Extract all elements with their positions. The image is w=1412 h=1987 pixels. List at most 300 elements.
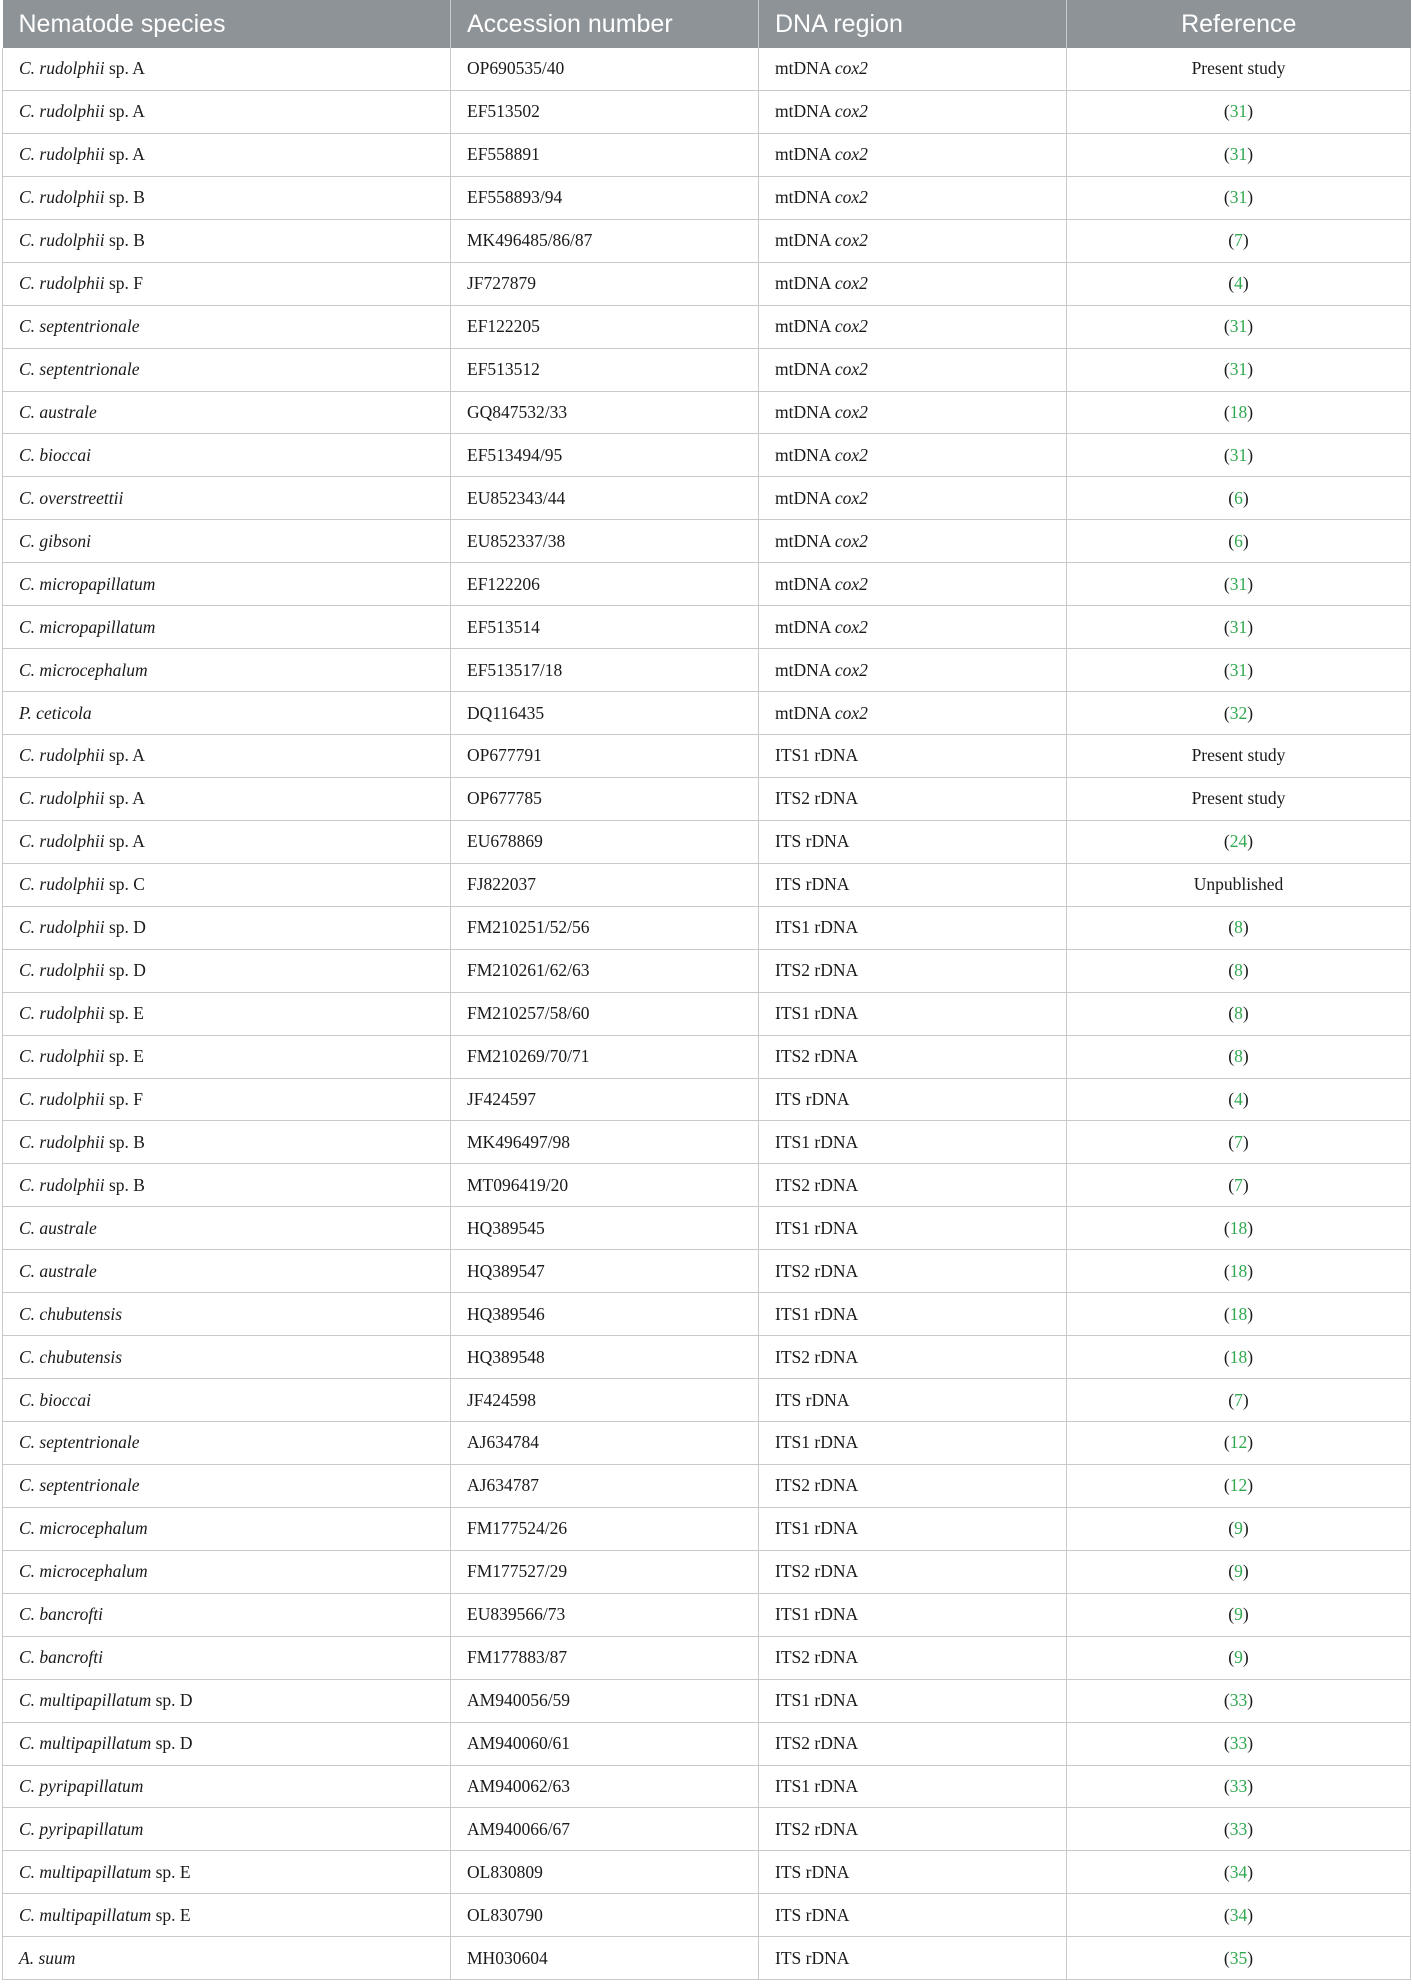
- table-row: [3, 1808, 1411, 1851]
- species-cell: [3, 1121, 451, 1164]
- dna-region-text: ITS1 rDNA: [775, 1131, 859, 1152]
- dna-region-text: ITS1 rDNA: [775, 917, 859, 938]
- accession-cell: MK496497/98: [451, 1121, 759, 1164]
- table-row: [3, 563, 1411, 606]
- reference-cell: (31): [1067, 563, 1411, 606]
- table-row: [3, 477, 1411, 520]
- reference-cell: (31): [1067, 176, 1411, 219]
- gene-name: cox2: [834, 573, 868, 594]
- accession-cell: FM177883/87: [451, 1636, 759, 1679]
- table-row: [3, 48, 1411, 90]
- dna-region-cell: [759, 863, 1067, 906]
- species-cell: [3, 1293, 451, 1336]
- dna-region-text: ITS2 rDNA: [775, 1647, 859, 1668]
- reference-link[interactable]: 18: [1229, 1346, 1248, 1367]
- dna-region-text: ITS1 rDNA: [775, 1604, 859, 1625]
- reference-link[interactable]: 6: [1234, 530, 1243, 551]
- species-name: C. pyripapillatum: [19, 1818, 144, 1839]
- dna-region-text: mtDNA: [775, 316, 831, 337]
- header-reference: Reference: [1067, 0, 1411, 48]
- species-name: C. septentrionale: [19, 359, 140, 380]
- reference-cell: (12): [1067, 1464, 1411, 1507]
- dna-region-text: mtDNA: [775, 616, 831, 637]
- reference-link[interactable]: 12: [1229, 1475, 1248, 1496]
- reference-cell: (4): [1067, 262, 1411, 305]
- accession-cell: EU852343/44: [451, 477, 759, 520]
- dna-region-cell: [759, 1336, 1067, 1379]
- reference-link[interactable]: 24: [1229, 831, 1248, 852]
- dna-region-cell: [759, 1636, 1067, 1679]
- dna-region-text: ITS1 rDNA: [775, 745, 859, 766]
- dna-region-text: ITS2 rDNA: [775, 1174, 859, 1195]
- reference-link[interactable]: 31: [1229, 187, 1248, 208]
- accession-cell: FJ822037: [451, 863, 759, 906]
- dna-region-cell: [759, 820, 1067, 863]
- dna-region-text: mtDNA: [775, 530, 831, 551]
- reference-link[interactable]: 34: [1229, 1861, 1248, 1882]
- dna-region-text: ITS1 rDNA: [775, 1432, 859, 1453]
- species-cell: [3, 1593, 451, 1636]
- table-row: [3, 305, 1411, 348]
- dna-region-cell: [759, 1422, 1067, 1465]
- reference-cell: (8): [1067, 949, 1411, 992]
- reference-link[interactable]: 31: [1229, 359, 1248, 380]
- species-variant: sp. D: [104, 960, 146, 981]
- dna-region-cell: [759, 563, 1067, 606]
- dna-region-cell: [759, 949, 1067, 992]
- species-cell: [3, 133, 451, 176]
- reference-link[interactable]: 31: [1229, 144, 1248, 165]
- species-name: C. septentrionale: [19, 1432, 140, 1453]
- gene-name: cox2: [834, 659, 868, 680]
- reference-link[interactable]: 8: [1234, 1003, 1243, 1024]
- reference-link[interactable]: 7: [1234, 230, 1243, 251]
- dna-region-cell: [759, 1765, 1067, 1808]
- dna-region-cell: [759, 1293, 1067, 1336]
- table-row: [3, 1636, 1411, 1679]
- reference-link[interactable]: 18: [1229, 401, 1248, 422]
- accession-cell: EU852337/38: [451, 520, 759, 563]
- accession-cell: MT096419/20: [451, 1164, 759, 1207]
- reference-cell: [1067, 863, 1411, 906]
- reference-link[interactable]: 7: [1234, 1131, 1243, 1152]
- reference-link[interactable]: 4: [1234, 1088, 1243, 1109]
- reference-cell: (31): [1067, 434, 1411, 477]
- table-row: [3, 1035, 1411, 1078]
- accession-cell: HQ389548: [451, 1336, 759, 1379]
- gene-name: cox2: [834, 58, 868, 79]
- accession-cell: EF513502: [451, 90, 759, 133]
- table-row: [3, 1550, 1411, 1593]
- species-variant: sp. E: [104, 1003, 144, 1024]
- dna-region-cell: [759, 48, 1067, 90]
- dna-region-cell: [759, 649, 1067, 692]
- reference-link[interactable]: 4: [1234, 273, 1243, 294]
- reference-link[interactable]: 7: [1234, 1174, 1243, 1195]
- accession-cell: HQ389546: [451, 1293, 759, 1336]
- dna-region-text: ITS1 rDNA: [775, 1003, 859, 1024]
- dna-region-cell: [759, 1121, 1067, 1164]
- accession-cell: MK496485/86/87: [451, 219, 759, 262]
- dna-region-text: mtDNA: [775, 659, 831, 680]
- species-cell: [3, 262, 451, 305]
- species-variant: sp. B: [104, 1174, 145, 1195]
- dna-region-cell: [759, 1937, 1067, 1980]
- species-name: C. rudolphii: [19, 1003, 105, 1024]
- species-cell: [3, 48, 451, 90]
- species-cell: [3, 563, 451, 606]
- dna-region-cell: [759, 692, 1067, 735]
- dna-region-text: ITS rDNA: [775, 1861, 850, 1882]
- table-row: [3, 949, 1411, 992]
- reference-cell: (31): [1067, 90, 1411, 133]
- table-row: [3, 1250, 1411, 1293]
- reference-cell: (9): [1067, 1550, 1411, 1593]
- dna-region-cell: [759, 219, 1067, 262]
- species-variant: sp. C: [104, 874, 145, 895]
- reference-link[interactable]: 34: [1229, 1904, 1248, 1925]
- table-row: [3, 219, 1411, 262]
- species-name: C. bancrofti: [19, 1604, 103, 1625]
- reference-cell: (32): [1067, 692, 1411, 735]
- accession-cell: HQ389545: [451, 1207, 759, 1250]
- dna-region-text: ITS2 rDNA: [775, 788, 859, 809]
- accession-cell: EF513514: [451, 606, 759, 649]
- accession-cell: EF513512: [451, 348, 759, 391]
- reference-link[interactable]: 18: [1229, 1303, 1248, 1324]
- species-name: C. rudolphii: [19, 230, 105, 251]
- reference-cell: (7): [1067, 1121, 1411, 1164]
- dna-region-cell: [759, 305, 1067, 348]
- dna-region-text: ITS2 rDNA: [775, 1260, 859, 1281]
- species-cell: [3, 1035, 451, 1078]
- species-cell: [3, 735, 451, 778]
- table-row: [3, 1293, 1411, 1336]
- header-accession-number: Accession number: [451, 0, 759, 48]
- reference-cell: [1067, 735, 1411, 778]
- dna-region-text: ITS1 rDNA: [775, 1518, 859, 1539]
- dna-region-text: ITS rDNA: [775, 1904, 850, 1925]
- table-row: [3, 133, 1411, 176]
- dna-region-text: ITS1 rDNA: [775, 1217, 859, 1238]
- dna-region-cell: [759, 520, 1067, 563]
- gene-name: cox2: [834, 187, 868, 208]
- dna-region-cell: [759, 992, 1067, 1035]
- species-cell: [3, 606, 451, 649]
- accession-cell: EU839566/73: [451, 1593, 759, 1636]
- species-name: P. ceticola: [19, 702, 92, 723]
- dna-region-cell: [759, 1207, 1067, 1250]
- species-variant: sp. F: [104, 273, 143, 294]
- reference-link[interactable]: 18: [1229, 1217, 1248, 1238]
- species-name: C. rudolphii: [19, 874, 105, 895]
- dna-region-cell: [759, 1894, 1067, 1937]
- reference-cell: (31): [1067, 348, 1411, 391]
- reference-text: Present study: [1191, 788, 1286, 809]
- accession-cell: OP677785: [451, 777, 759, 820]
- species-cell: [3, 863, 451, 906]
- dna-region-cell: [759, 735, 1067, 778]
- reference-cell: (35): [1067, 1937, 1411, 1980]
- reference-link[interactable]: 33: [1229, 1818, 1248, 1839]
- dna-region-text: mtDNA: [775, 702, 831, 723]
- species-cell: [3, 1894, 451, 1937]
- reference-link[interactable]: 33: [1229, 1690, 1248, 1711]
- species-variant: sp. D: [104, 917, 146, 938]
- reference-link[interactable]: 7: [1234, 1389, 1243, 1410]
- dna-region-text: mtDNA: [775, 444, 831, 465]
- table-row: [3, 348, 1411, 391]
- species-name: C. rudolphii: [19, 1088, 105, 1109]
- dna-region-text: ITS2 rDNA: [775, 1046, 859, 1067]
- reference-link[interactable]: 9: [1234, 1561, 1243, 1582]
- reference-link[interactable]: 31: [1229, 616, 1248, 637]
- species-cell: [3, 1937, 451, 1980]
- reference-link[interactable]: 31: [1229, 444, 1248, 465]
- reference-cell: (33): [1067, 1765, 1411, 1808]
- gene-name: cox2: [834, 316, 868, 337]
- species-cell: [3, 777, 451, 820]
- accession-cell: EF558893/94: [451, 176, 759, 219]
- accession-cell: AJ634787: [451, 1464, 759, 1507]
- reference-link[interactable]: 33: [1229, 1775, 1248, 1796]
- species-name: C. multipapillatum: [19, 1861, 152, 1882]
- dna-region-text: mtDNA: [775, 573, 831, 594]
- reference-cell: (18): [1067, 1250, 1411, 1293]
- accession-cell: AM940060/61: [451, 1722, 759, 1765]
- reference-link[interactable]: 8: [1234, 1046, 1243, 1067]
- table-row: [3, 992, 1411, 1035]
- species-cell: [3, 90, 451, 133]
- dna-region-cell: [759, 434, 1067, 477]
- reference-cell: (7): [1067, 1164, 1411, 1207]
- dna-region-cell: [759, 1164, 1067, 1207]
- reference-cell: [1067, 777, 1411, 820]
- species-variant: sp. B: [104, 187, 145, 208]
- reference-link[interactable]: 31: [1229, 316, 1248, 337]
- reference-link[interactable]: 32: [1229, 702, 1248, 723]
- species-cell: [3, 1078, 451, 1121]
- reference-cell: (34): [1067, 1851, 1411, 1894]
- species-cell: [3, 1636, 451, 1679]
- species-cell: [3, 1851, 451, 1894]
- table-row: [3, 1851, 1411, 1894]
- dna-region-cell: [759, 348, 1067, 391]
- gene-name: cox2: [834, 144, 868, 165]
- dna-region-cell: [759, 477, 1067, 520]
- reference-link[interactable]: 31: [1229, 101, 1248, 122]
- reference-link[interactable]: 18: [1229, 1260, 1248, 1281]
- species-name: C. multipapillatum: [19, 1733, 152, 1754]
- accession-cell: FM210261/62/63: [451, 949, 759, 992]
- species-cell: [3, 906, 451, 949]
- species-variant: sp. D: [151, 1690, 193, 1711]
- accession-cell: GQ847532/33: [451, 391, 759, 434]
- table-row: [3, 777, 1411, 820]
- dna-region-text: mtDNA: [775, 359, 831, 380]
- reference-cell: (9): [1067, 1507, 1411, 1550]
- table-row: [3, 606, 1411, 649]
- gene-name: cox2: [834, 444, 868, 465]
- species-name: C. microcephalum: [19, 1561, 148, 1582]
- dna-region-text: mtDNA: [775, 487, 831, 508]
- species-variant: sp. E: [151, 1904, 191, 1925]
- reference-link[interactable]: 9: [1234, 1647, 1243, 1668]
- species-variant: sp. D: [151, 1733, 193, 1754]
- species-name: C. rudolphii: [19, 960, 105, 981]
- species-cell: [3, 520, 451, 563]
- species-name: C. rudolphii: [19, 1131, 105, 1152]
- reference-link[interactable]: 31: [1229, 659, 1248, 680]
- reference-link[interactable]: 9: [1234, 1518, 1243, 1539]
- dna-region-text: ITS2 rDNA: [775, 1818, 859, 1839]
- table-row: [3, 1593, 1411, 1636]
- dna-region-text: ITS1 rDNA: [775, 1690, 859, 1711]
- dna-region-cell: [759, 1593, 1067, 1636]
- dna-region-cell: [759, 1722, 1067, 1765]
- dna-region-cell: [759, 1078, 1067, 1121]
- species-name: C. microcephalum: [19, 1518, 148, 1539]
- table-row: [3, 692, 1411, 735]
- accession-cell: EF513494/95: [451, 434, 759, 477]
- dna-region-cell: [759, 1379, 1067, 1422]
- species-cell: [3, 1164, 451, 1207]
- gene-name: cox2: [834, 702, 868, 723]
- accession-cell: MH030604: [451, 1937, 759, 1980]
- reference-cell: (33): [1067, 1722, 1411, 1765]
- dna-region-cell: [759, 1679, 1067, 1722]
- species-name: C. rudolphii: [19, 831, 105, 852]
- species-cell: [3, 1379, 451, 1422]
- dna-region-cell: [759, 176, 1067, 219]
- dna-region-text: mtDNA: [775, 101, 831, 122]
- dna-region-text: mtDNA: [775, 144, 831, 165]
- reference-link[interactable]: 9: [1234, 1604, 1243, 1625]
- reference-link[interactable]: 31: [1229, 573, 1248, 594]
- reference-link[interactable]: 6: [1234, 487, 1243, 508]
- table-row: [3, 1422, 1411, 1465]
- dna-region-cell: [759, 1250, 1067, 1293]
- dna-region-cell: [759, 1464, 1067, 1507]
- gene-name: cox2: [834, 401, 868, 422]
- table-row: [3, 1336, 1411, 1379]
- species-cell: [3, 1679, 451, 1722]
- species-cell: [3, 1722, 451, 1765]
- nematode-accession-table: [2, 0, 1411, 1980]
- dna-region-text: ITS rDNA: [775, 1389, 850, 1410]
- species-name: C. overstreettii: [19, 487, 124, 508]
- accession-cell: OL830809: [451, 1851, 759, 1894]
- species-cell: [3, 1808, 451, 1851]
- dna-region-text: ITS2 rDNA: [775, 1561, 859, 1582]
- dna-region-cell: [759, 906, 1067, 949]
- species-name: C. micropapillatum: [19, 616, 156, 637]
- species-variant: sp. A: [104, 745, 145, 766]
- table-row: [3, 906, 1411, 949]
- accession-cell: OP690535/40: [451, 48, 759, 90]
- species-cell: [3, 1464, 451, 1507]
- header-dna-region: DNA region: [759, 0, 1067, 48]
- reference-link[interactable]: 33: [1229, 1733, 1248, 1754]
- table-row: [3, 1207, 1411, 1250]
- species-cell: [3, 1422, 451, 1465]
- reference-cell: (31): [1067, 133, 1411, 176]
- gene-name: cox2: [834, 487, 868, 508]
- species-cell: [3, 992, 451, 1035]
- species-cell: [3, 477, 451, 520]
- species-name: C. rudolphii: [19, 187, 105, 208]
- species-variant: sp. A: [104, 831, 145, 852]
- species-cell: [3, 219, 451, 262]
- accession-cell: AM940056/59: [451, 1679, 759, 1722]
- table-row: [3, 1507, 1411, 1550]
- gene-name: cox2: [834, 616, 868, 637]
- dna-region-text: ITS1 rDNA: [775, 1775, 859, 1796]
- species-cell: [3, 1336, 451, 1379]
- dna-region-text: ITS2 rDNA: [775, 1346, 859, 1367]
- species-name: C. rudolphii: [19, 917, 105, 938]
- dna-region-text: ITS rDNA: [775, 831, 850, 852]
- species-name: C. bioccai: [19, 444, 91, 465]
- species-name: C. septentrionale: [19, 316, 140, 337]
- accession-cell: HQ389547: [451, 1250, 759, 1293]
- gene-name: cox2: [834, 101, 868, 122]
- accession-cell: AJ634784: [451, 1422, 759, 1465]
- reference-cell: (6): [1067, 520, 1411, 563]
- species-name: C. chubutensis: [19, 1303, 123, 1324]
- table-row: [3, 176, 1411, 219]
- dna-region-cell: [759, 606, 1067, 649]
- reference-cell: (18): [1067, 391, 1411, 434]
- reference-link[interactable]: 8: [1234, 917, 1243, 938]
- species-variant: sp. B: [104, 230, 145, 251]
- species-variant: sp. A: [104, 788, 145, 809]
- table-row: [3, 1765, 1411, 1808]
- species-cell: [3, 1207, 451, 1250]
- species-name: C. rudolphii: [19, 273, 105, 294]
- reference-text: Present study: [1191, 58, 1286, 79]
- species-name: C. microcephalum: [19, 659, 148, 680]
- species-name: C. australe: [19, 401, 97, 422]
- reference-cell: (9): [1067, 1636, 1411, 1679]
- accession-cell: OP677791: [451, 735, 759, 778]
- species-cell: [3, 1550, 451, 1593]
- dna-region-text: mtDNA: [775, 273, 831, 294]
- dna-region-cell: [759, 1808, 1067, 1851]
- accession-cell: JF424598: [451, 1379, 759, 1422]
- table-row: [3, 820, 1411, 863]
- table-row: [3, 1464, 1411, 1507]
- species-variant: sp. A: [104, 144, 145, 165]
- table-row: [3, 1164, 1411, 1207]
- species-name: C. rudolphii: [19, 788, 105, 809]
- reference-cell: (7): [1067, 1379, 1411, 1422]
- species-name: C. pyripapillatum: [19, 1775, 144, 1796]
- species-cell: [3, 1765, 451, 1808]
- reference-cell: [1067, 48, 1411, 90]
- dna-region-text: ITS2 rDNA: [775, 960, 859, 981]
- species-name: C. rudolphii: [19, 1046, 105, 1067]
- dna-region-cell: [759, 1851, 1067, 1894]
- accession-cell: FM177524/26: [451, 1507, 759, 1550]
- reference-link[interactable]: 35: [1229, 1947, 1248, 1968]
- reference-link[interactable]: 12: [1229, 1432, 1248, 1453]
- reference-cell: (8): [1067, 1035, 1411, 1078]
- dna-region-cell: [759, 90, 1067, 133]
- species-name: C. australe: [19, 1217, 97, 1238]
- reference-link[interactable]: 8: [1234, 960, 1243, 981]
- reference-cell: (31): [1067, 649, 1411, 692]
